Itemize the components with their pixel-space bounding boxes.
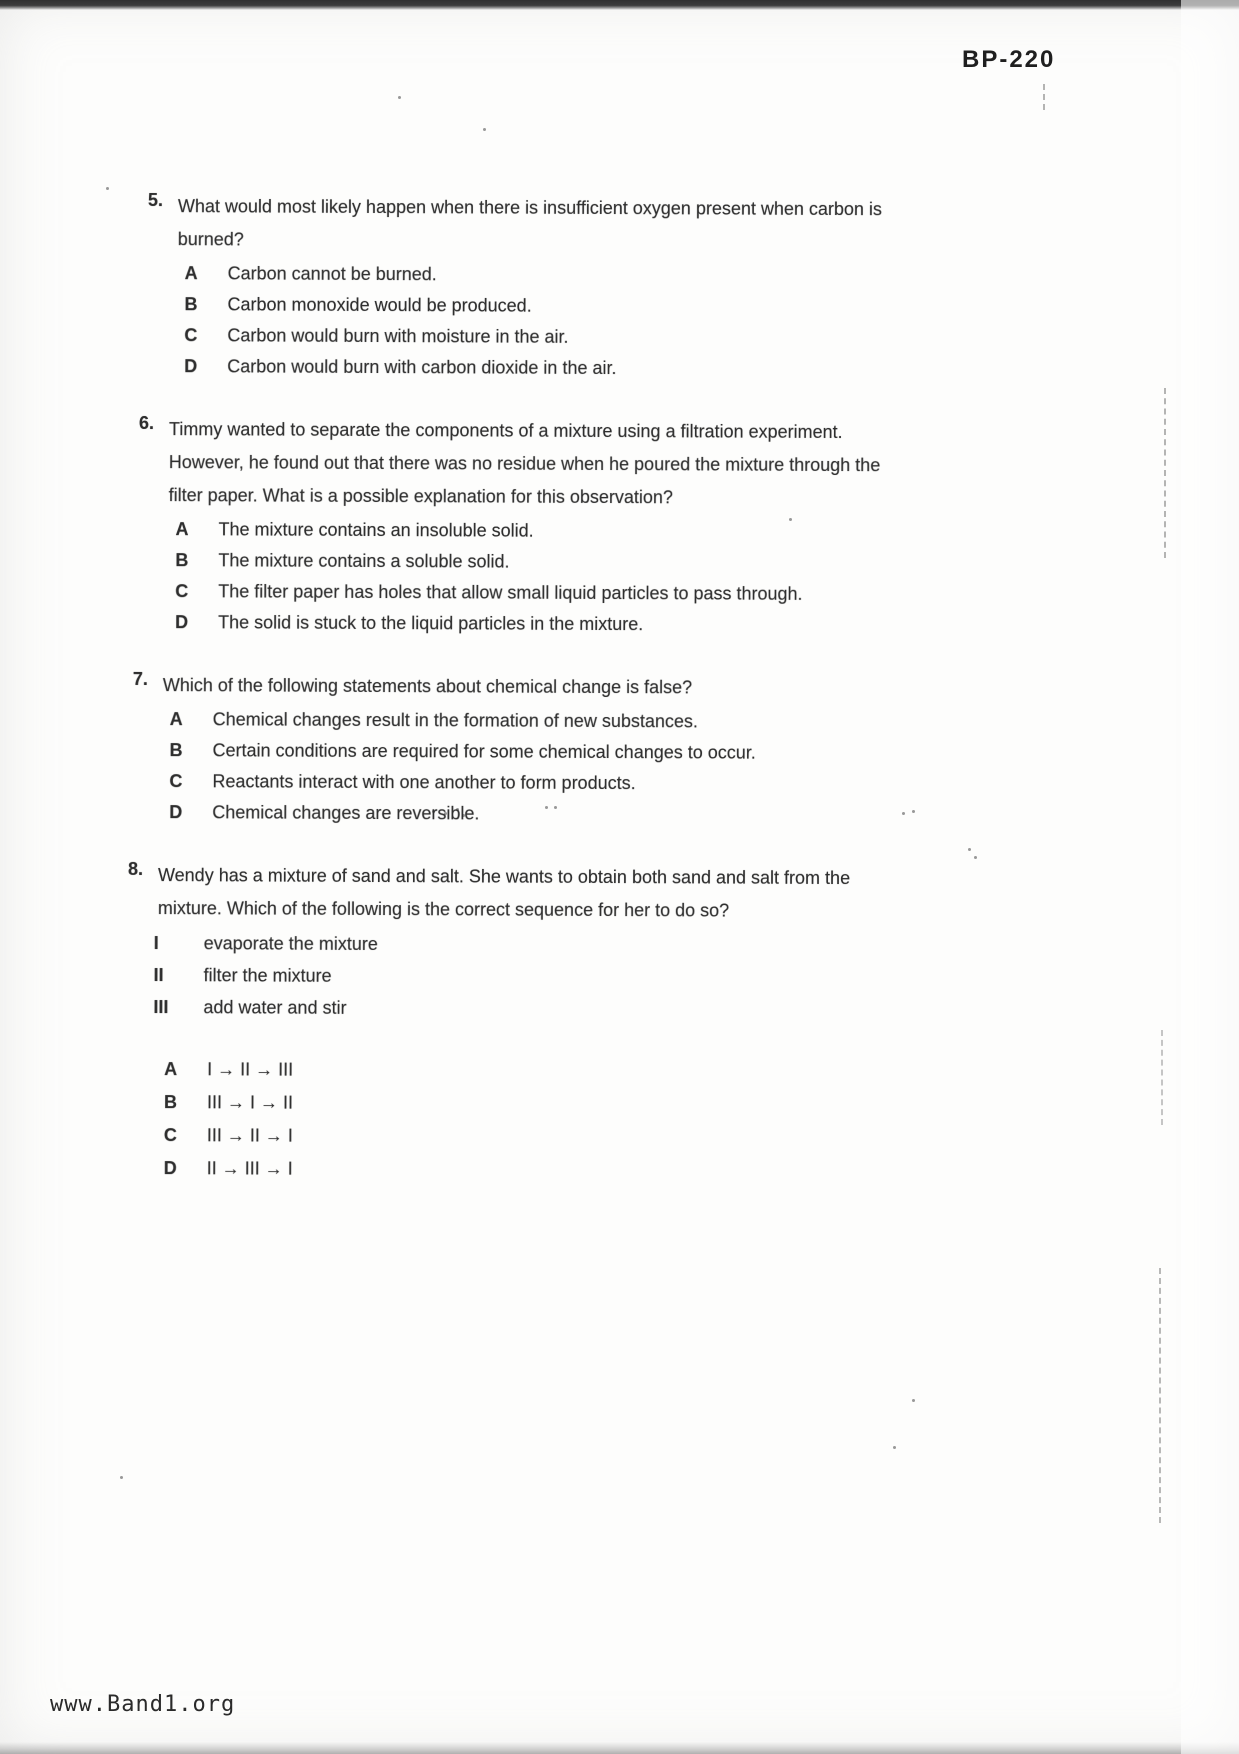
option-text: Carbon would burn with carbon dioxide in the air. <box>227 356 617 379</box>
scan-speck <box>106 187 109 190</box>
question-7 <box>132 669 908 831</box>
option-row <box>170 704 908 738</box>
option-text: Certain conditions are required for some chemical changes to occur. <box>212 740 756 763</box>
option-row <box>184 289 909 323</box>
option-letter: A <box>184 263 198 284</box>
question-5 <box>147 190 910 385</box>
question-number: 8. <box>127 858 144 879</box>
option-letter: D <box>163 1158 177 1179</box>
option-row <box>184 351 909 385</box>
option-text: III → II → I <box>206 1125 293 1146</box>
option-letter: B <box>184 294 198 315</box>
scan-speck <box>912 810 915 813</box>
option-letter: C <box>184 325 198 346</box>
option-text: Carbon cannot be burned. <box>227 263 437 285</box>
scan-edge-bottom <box>0 1742 1239 1754</box>
option-text: Reactants interact with one another to form products. <box>212 771 636 794</box>
step-text: add water and stir <box>203 997 347 1018</box>
option-text: I → II → III <box>207 1059 294 1080</box>
option-letter: A <box>175 519 189 540</box>
option-letter: C <box>169 771 183 792</box>
option-row <box>169 797 907 831</box>
question-8 <box>127 859 907 1188</box>
option-text: Carbon would burn with moisture in the air. <box>227 325 569 347</box>
option-row <box>164 1152 906 1188</box>
option-letter: A <box>164 1059 178 1080</box>
options-list <box>184 258 910 385</box>
step-label: II <box>153 965 164 986</box>
scan-edge-top <box>0 0 1239 10</box>
options-list <box>175 514 909 641</box>
step-text: evaporate the mixture <box>203 933 378 955</box>
option-row <box>185 258 910 292</box>
option-text: Carbon monoxide would be produced. <box>227 294 532 316</box>
option-row <box>169 735 907 769</box>
option-row <box>175 545 908 579</box>
document-code: BP-220 <box>962 46 1056 73</box>
option-text: The mixture contains a soluble solid. <box>218 550 510 572</box>
question-number: 5. <box>147 190 164 211</box>
option-text: The filter paper has holes that allow small liquid particles to pass through. <box>218 581 803 604</box>
scan-dash-artifact <box>1161 1030 1163 1125</box>
question-number: 6. <box>138 412 155 434</box>
option-row <box>164 1053 906 1089</box>
option-letter: B <box>169 740 183 761</box>
footer-url: www.Band1.org <box>50 1692 236 1717</box>
scan-speck <box>974 856 977 859</box>
step-text: filter the mixture <box>203 965 332 986</box>
option-letter: D <box>175 612 189 633</box>
scan-speck <box>968 848 971 851</box>
questions-section <box>127 190 910 1219</box>
sequence-steps <box>153 927 906 1026</box>
option-text: II → III → I <box>206 1158 293 1179</box>
option-text: III → I → II <box>206 1092 294 1113</box>
step-row <box>154 959 907 994</box>
option-letter: D <box>184 356 198 377</box>
question-number: 7. <box>132 668 148 690</box>
step-row <box>153 991 906 1026</box>
question-6 <box>138 413 909 641</box>
option-text: Chemical changes result in the formation of new substances. <box>212 709 698 732</box>
scan-dash-artifact <box>1164 388 1166 558</box>
scan-dash-artifact <box>1159 1268 1161 1523</box>
options-list <box>164 1053 907 1188</box>
option-row <box>175 607 908 641</box>
question-text: Which of the following statements about chemical change is false? <box>162 675 693 698</box>
question-text: Timmy wanted to separate the components of a mixture using a filtration experiment. However, he found out that there was no residue when he poured the mixture through the filter paper. What is a possible explanation for this observation? <box>168 419 881 508</box>
option-row <box>164 1086 906 1122</box>
step-row <box>154 927 907 962</box>
option-letter: A <box>169 709 183 730</box>
scan-speck <box>398 96 401 99</box>
question-text: What would most likely happen when there is insufficient oxygen present when carbon is burned? <box>177 196 883 250</box>
option-letter: D <box>169 802 183 823</box>
option-row <box>164 1119 906 1155</box>
option-text: Chemical changes are reversible. <box>212 802 480 824</box>
question-text: Wendy has a mixture of sand and salt. She wants to obtain both sand and salt from the mixture. Which of the following is the correct sequence for her to do so? <box>157 865 851 921</box>
option-text: The mixture contains an insoluble solid. <box>218 519 534 541</box>
scan-dash-artifact <box>1043 84 1045 110</box>
option-letter: B <box>163 1092 178 1113</box>
scan-speck <box>912 1399 915 1402</box>
scan-speck <box>120 1476 123 1479</box>
option-row <box>184 320 909 354</box>
option-row <box>175 576 908 610</box>
option-letter: C <box>163 1125 177 1146</box>
step-label: III <box>153 997 169 1018</box>
option-text: The solid is stuck to the liquid particles in the mixture. <box>218 612 644 635</box>
step-label: I <box>153 933 159 954</box>
scan-speck <box>893 1446 896 1449</box>
options-list <box>169 704 908 831</box>
option-letter: B <box>175 550 189 571</box>
option-row <box>169 766 907 800</box>
option-row <box>175 514 908 548</box>
scan-speck <box>483 128 486 131</box>
paper-edge <box>1181 0 1239 1754</box>
option-letter: C <box>175 581 189 602</box>
